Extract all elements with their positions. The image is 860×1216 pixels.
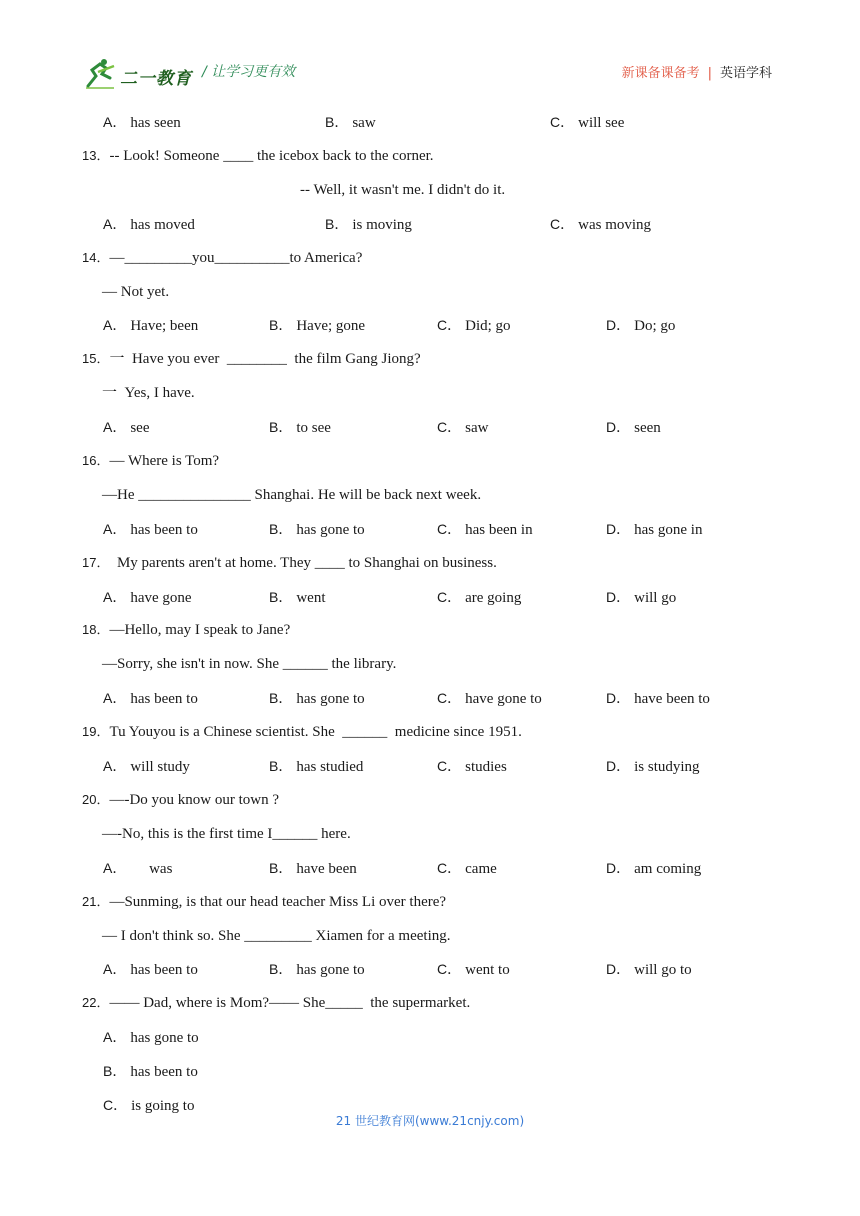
- option-letter: B．: [103, 1063, 127, 1079]
- answer-option[interactable]: [437, 417, 488, 438]
- option-text: was: [130, 861, 173, 877]
- option-letter: C．: [103, 1097, 128, 1113]
- option-letter: B．: [269, 419, 293, 435]
- option-letter: A．: [103, 589, 127, 605]
- answer-option[interactable]: [103, 756, 190, 777]
- option-letter: D．: [606, 961, 631, 977]
- option-letter: B．: [269, 961, 293, 977]
- answer-option[interactable]: [269, 519, 365, 540]
- answer-option[interactable]: [103, 1061, 198, 1082]
- answer-option[interactable]: [437, 959, 510, 980]
- answer-option[interactable]: [103, 858, 172, 879]
- header-right: [622, 62, 772, 81]
- answer-option[interactable]: [269, 315, 365, 336]
- option-text: will study: [130, 759, 190, 775]
- option-text: will go to: [634, 962, 692, 978]
- option-letter: A．: [103, 758, 127, 774]
- option-text: has gone in: [634, 522, 703, 538]
- question-text: —Sunming, is that our head teacher Miss Li over there?: [109, 894, 447, 910]
- option-text: seen: [634, 420, 661, 436]
- answer-option[interactable]: [103, 587, 192, 608]
- option-letter: C．: [437, 521, 462, 537]
- option-letter: A．: [103, 690, 127, 706]
- question-line: —He _______________ Shanghai. He will be back next week.: [102, 487, 482, 503]
- option-text: Have; gone: [296, 318, 366, 334]
- question-text: —_________you__________to America?: [109, 250, 363, 266]
- option-text: has been to: [130, 522, 198, 538]
- answer-option[interactable]: [325, 112, 376, 133]
- answer-option[interactable]: [437, 858, 497, 879]
- question-stem: [82, 722, 522, 742]
- question-stem: [82, 553, 497, 573]
- option-text: studies: [465, 759, 507, 775]
- question-text: Tu Youyou is a Chinese scientist. She ______ medicine since 1951.: [109, 724, 522, 740]
- option-text: has gone to: [296, 691, 365, 707]
- option-letter: A．: [103, 961, 127, 977]
- answer-option[interactable]: [269, 858, 357, 879]
- option-text: has gone to: [296, 522, 365, 538]
- header-course-label: 新课备课备考: [621, 66, 700, 81]
- answer-option[interactable]: [269, 688, 365, 709]
- option-text: is moving: [352, 217, 412, 233]
- option-text: went to: [465, 962, 510, 978]
- option-text: has moved: [130, 217, 195, 233]
- option-text: see: [130, 420, 150, 436]
- option-letter: D．: [606, 758, 631, 774]
- option-letter: B．: [269, 758, 293, 774]
- answer-option[interactable]: [606, 315, 675, 336]
- question-stem: [82, 248, 362, 268]
- header-subject: 英语学科: [719, 66, 772, 81]
- question-number: 20．: [82, 792, 110, 807]
- question-number: 22．: [82, 995, 110, 1010]
- option-text: are going: [465, 590, 522, 606]
- option-letter: C．: [550, 114, 575, 130]
- question-number: 16．: [82, 453, 110, 468]
- option-letter: D．: [606, 589, 631, 605]
- option-text: has been to: [130, 691, 198, 707]
- question-line: —Sorry, she isn't in now. She ______ the library.: [102, 656, 397, 672]
- option-text: has been to: [130, 962, 198, 978]
- question-text: -- Look! Someone ____ the icebox back to the corner.: [109, 148, 434, 164]
- option-text: has seen: [130, 115, 181, 131]
- question-stem: [82, 892, 446, 912]
- option-text: saw: [465, 420, 489, 436]
- option-letter: A．: [103, 114, 127, 130]
- question-line: -- Well, it wasn't me. I didn't do it.: [300, 182, 506, 198]
- option-letter: C．: [437, 860, 462, 876]
- option-text: am coming: [634, 861, 702, 877]
- answer-option[interactable]: [325, 214, 412, 235]
- option-letter: C．: [437, 317, 462, 333]
- answer-option[interactable]: [103, 214, 195, 235]
- answer-option[interactable]: [269, 756, 363, 777]
- answer-option[interactable]: [437, 688, 542, 709]
- option-text: to see: [296, 420, 331, 436]
- option-letter: B．: [269, 521, 293, 537]
- answer-option[interactable]: [103, 315, 198, 336]
- answer-option[interactable]: [437, 756, 507, 777]
- answer-option[interactable]: [606, 756, 700, 777]
- answer-option[interactable]: [103, 417, 150, 438]
- option-letter: C．: [437, 690, 462, 706]
- option-letter: D．: [606, 690, 631, 706]
- page-header: [0, 0, 860, 100]
- option-letter: D．: [606, 419, 631, 435]
- option-text: will see: [578, 115, 625, 131]
- question-number: 17．: [82, 555, 110, 570]
- option-letter: C．: [437, 758, 462, 774]
- option-text: have gone to: [465, 691, 542, 707]
- footer-source: 21 世纪教育网(www.21cnjy.com): [335, 1114, 525, 1128]
- answer-option[interactable]: [606, 587, 676, 608]
- option-letter: B．: [269, 860, 293, 876]
- question-text: — Where is Tom?: [109, 453, 220, 469]
- option-letter: D．: [606, 317, 631, 333]
- answer-option[interactable]: [550, 214, 651, 235]
- question-stem: [82, 620, 290, 640]
- option-letter: B．: [269, 317, 293, 333]
- option-text: Did; go: [465, 318, 511, 334]
- answer-option[interactable]: [269, 959, 365, 980]
- answer-option[interactable]: [103, 688, 198, 709]
- option-text: is going to: [131, 1098, 195, 1114]
- answer-option[interactable]: [606, 519, 702, 540]
- question-line: — I don't think so. She _________ Xiamen for a meeting.: [102, 928, 451, 944]
- slogan: / 让学习更有效: [202, 64, 296, 80]
- question-number: 21．: [82, 894, 110, 909]
- answer-option[interactable]: [606, 858, 701, 879]
- question-line: 一 Yes, I have.: [102, 385, 195, 401]
- option-text: has gone to: [296, 962, 365, 978]
- question-line: —-No, this is the first time I______ here.: [102, 826, 351, 842]
- answer-option[interactable]: [103, 959, 198, 980]
- option-text: have gone: [130, 590, 192, 606]
- question-stem: [82, 349, 421, 369]
- option-letter: C．: [437, 589, 462, 605]
- option-text: was moving: [578, 217, 652, 233]
- option-text: have been: [296, 861, 357, 877]
- answer-option[interactable]: [437, 519, 533, 540]
- option-letter: C．: [437, 961, 462, 977]
- answer-option[interactable]: [269, 417, 331, 438]
- answer-option[interactable]: [606, 959, 692, 980]
- question-stem: [82, 451, 219, 471]
- header-separator: |: [707, 66, 712, 81]
- option-letter: C．: [550, 216, 575, 232]
- option-letter: D．: [606, 860, 631, 876]
- question-text: —— Dad, where is Mom?—— She_____ the supermarket.: [109, 995, 471, 1011]
- option-text: Do; go: [634, 318, 676, 334]
- question-number: 19．: [82, 724, 110, 739]
- question-stem: [82, 993, 470, 1013]
- question-text: My parents aren't at home. They ____ to Shanghai on business.: [109, 555, 497, 571]
- answer-option[interactable]: [437, 587, 521, 608]
- answer-option[interactable]: [550, 112, 624, 133]
- option-text: is studying: [634, 759, 700, 775]
- option-letter: A．: [103, 317, 127, 333]
- option-text: will go: [634, 590, 677, 606]
- option-letter: B．: [269, 589, 293, 605]
- answer-option[interactable]: [103, 519, 198, 540]
- question-number: 14．: [82, 250, 110, 265]
- option-letter: C．: [437, 419, 462, 435]
- option-letter: A．: [103, 1029, 127, 1045]
- option-text: has studied: [296, 759, 364, 775]
- option-letter: A．: [103, 860, 127, 876]
- answer-option[interactable]: [103, 112, 181, 133]
- option-letter: A．: [103, 419, 127, 435]
- question-text: —Hello, may I speak to Jane?: [109, 622, 291, 638]
- option-text: came: [465, 861, 497, 877]
- option-letter: A．: [103, 521, 127, 537]
- option-text: Have; been: [130, 318, 199, 334]
- question-number: 15．: [82, 351, 110, 366]
- question-number: 13．: [82, 148, 110, 163]
- question-stem: [82, 790, 279, 810]
- option-letter: B．: [325, 216, 349, 232]
- option-text: saw: [352, 115, 376, 131]
- question-stem: [82, 146, 434, 166]
- answer-option[interactable]: [269, 587, 326, 608]
- answer-option[interactable]: [606, 417, 661, 438]
- option-letter: D．: [606, 521, 631, 537]
- logo-text: 二一教育: [120, 69, 192, 89]
- option-letter: B．: [269, 690, 293, 706]
- option-text: have been to: [634, 691, 710, 707]
- option-letter: A．: [103, 216, 127, 232]
- option-text: went: [296, 590, 326, 606]
- answer-option[interactable]: [606, 688, 710, 709]
- question-number: 18．: [82, 622, 110, 637]
- option-text: has gone to: [130, 1030, 199, 1046]
- option-text: has been to: [130, 1064, 198, 1080]
- question-text: —-Do you know our town ?: [109, 792, 280, 808]
- question-line: — Not yet.: [102, 284, 170, 300]
- question-text: 一 Have you ever ________ the film Gang Jiong?: [109, 351, 421, 367]
- option-letter: B．: [325, 114, 349, 130]
- answer-option[interactable]: [103, 1027, 199, 1048]
- answer-option[interactable]: [437, 315, 511, 336]
- option-text: has been in: [465, 522, 533, 538]
